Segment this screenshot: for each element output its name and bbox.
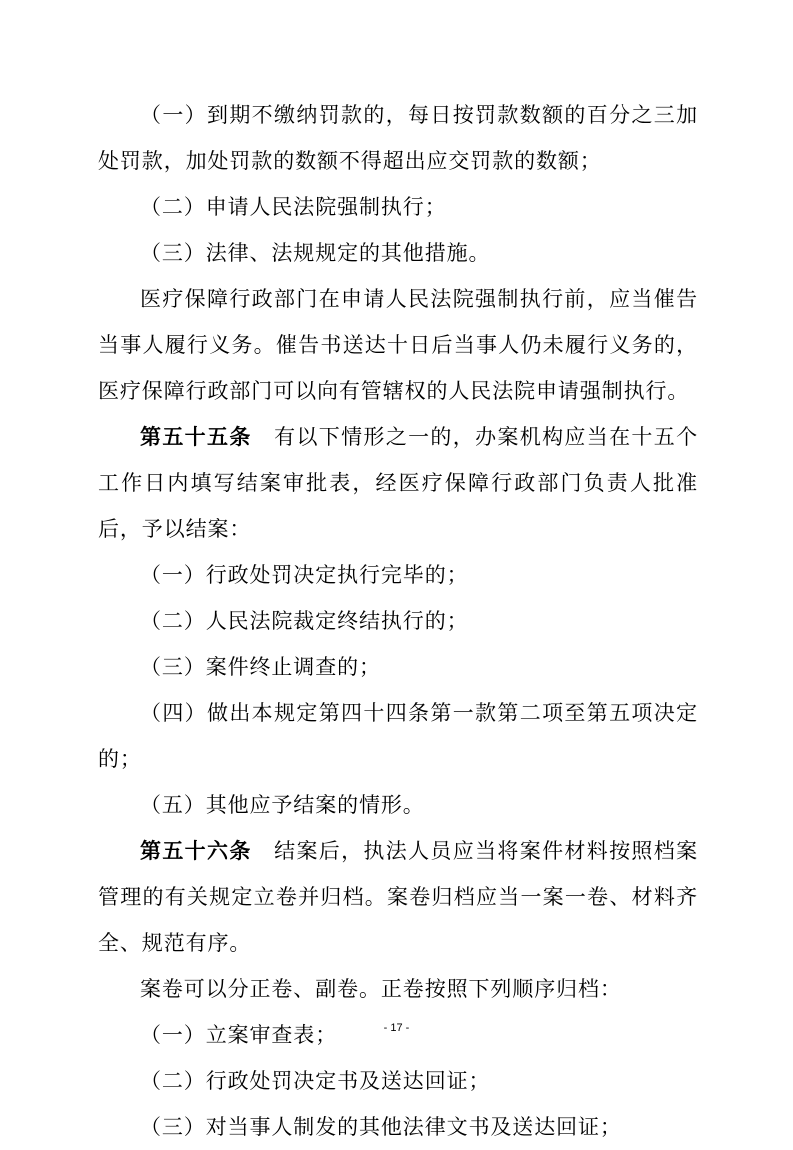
- article-56-text: 结案后，执法人员应当将案件材料按照档案管理的有关规定立卷并归档。案卷归档应当一案一卷、材料齐全、规范有序。: [98, 839, 698, 955]
- paragraph-item-2: （二）申请人民法院强制执行；: [140, 195, 447, 219]
- paragraph-item-4: （四）做出本规定第四十四条第一款第二项至第五项决定的；: [98, 701, 698, 771]
- page-number: - 17 -: [383, 1022, 410, 1034]
- paragraph-enforcement-notice: 医疗保障行政部门在申请人民法院强制执行前，应当催告当事人履行义务。催告书送达十日后当事人仍未履行义务的，医疗保障行政部门可以向有管辖权的人民法院申请强制执行。: [98, 287, 698, 403]
- paragraph-item-5: （五）其他应予结案的情形。: [140, 793, 425, 817]
- paragraph-item-3: （三）案件终止调查的；: [140, 655, 381, 679]
- article-55-text: 有以下情形之一的，办案机构应当在十五个工作日内填写结案审批表，经医疗保障行政部门负责人批准后，予以结案：: [98, 425, 698, 541]
- paragraph-item-2: （二）人民法院裁定终结执行的；: [140, 609, 469, 633]
- paragraph-archive-order: 案卷可以分正卷、副卷。正卷按照下列顺序归档：: [140, 977, 622, 1001]
- article-56-title: 第五十六条: [140, 839, 252, 863]
- document-body: [98, 92, 698, 1150]
- paragraph-item-1: （一）行政处罚决定执行完毕的；: [140, 563, 469, 587]
- paragraph-item-1: （一）立案审查表；: [140, 1023, 338, 1047]
- article-56: [98, 828, 698, 966]
- paragraph-item-1: （一）到期不缴纳罚款的，每日按罚款数额的百分之三加处罚款，加处罚款的数额不得超出应交罚款的数额；: [98, 103, 698, 173]
- article-55-title: 第五十五条: [140, 425, 252, 449]
- paragraph-item-3: （三）对当事人制发的其他法律文书及送达回证；: [140, 1115, 622, 1139]
- paragraph-item-3: （三）法律、法规规定的其他措施。: [140, 241, 491, 265]
- paragraph-item-2: （二）行政处罚决定书及送达回证；: [140, 1069, 491, 1093]
- article-55: [98, 414, 698, 552]
